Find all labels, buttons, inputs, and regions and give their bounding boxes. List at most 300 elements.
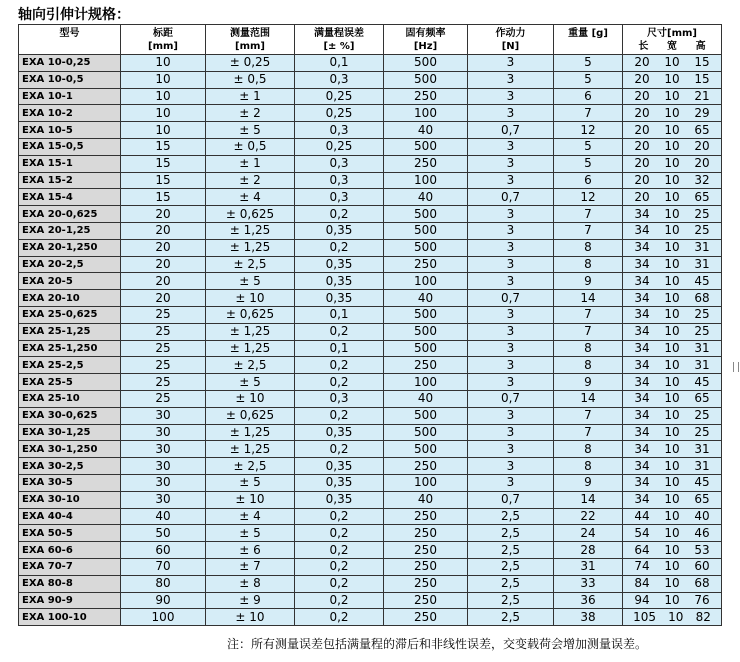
- table-row: [19, 206, 722, 223]
- cell-natural-frequency: 100: [384, 273, 468, 290]
- cell-range: ± 1,25: [206, 441, 295, 458]
- cell-gauge-length: 30: [121, 491, 206, 508]
- cell-model: EXA 20-10: [19, 290, 121, 307]
- cell-weight: 12: [554, 122, 623, 139]
- cell-model: EXA 30-10: [19, 491, 121, 508]
- cell-gauge-length: 25: [121, 323, 206, 340]
- cell-actuating-force: 3: [468, 172, 554, 189]
- cell-gauge-length: 60: [121, 542, 206, 559]
- cell-natural-frequency: 500: [384, 206, 468, 223]
- cell-range: ± 2,5: [206, 458, 295, 475]
- cell-dim-length: 34: [634, 458, 650, 473]
- cell-dim-height: 45: [694, 374, 710, 389]
- cell-dimensions: [623, 609, 722, 626]
- cell-dimensions: [623, 458, 722, 475]
- cell-range: ± 1,25: [206, 424, 295, 441]
- cell-dim-height: 76: [694, 592, 710, 607]
- cell-weight: 8: [554, 458, 623, 475]
- cell-dimensions: [623, 542, 722, 559]
- cell-actuating-force: 2,5: [468, 508, 554, 525]
- cell-natural-frequency: 500: [384, 424, 468, 441]
- cell-dim-height: 31: [694, 458, 710, 473]
- table-row: [19, 474, 722, 491]
- cell-natural-frequency: 250: [384, 256, 468, 273]
- cell-range: ± 5: [206, 474, 295, 491]
- cell-full-scale-error: 0,3: [295, 155, 384, 172]
- cell-dimensions: [623, 424, 722, 441]
- cell-full-scale-error: 0,3: [295, 172, 384, 189]
- cell-dim-height: 31: [694, 240, 710, 255]
- cell-dimensions: [623, 172, 722, 189]
- cell-model: EXA 40-4: [19, 508, 121, 525]
- cell-dimensions: [623, 138, 722, 155]
- cell-dim-length: 34: [634, 206, 650, 221]
- cell-dim-width: 10: [664, 324, 680, 339]
- cell-weight: 9: [554, 474, 623, 491]
- cell-dim-width: 10: [664, 256, 680, 271]
- table-row: [19, 542, 722, 559]
- table-row: [19, 306, 722, 323]
- cell-dimensions: [623, 206, 722, 223]
- cell-gauge-length: 25: [121, 374, 206, 391]
- cell-dim-width: 10: [664, 374, 680, 389]
- cell-full-scale-error: 0,3: [295, 122, 384, 139]
- cell-gauge-length: 40: [121, 508, 206, 525]
- cell-dim-width: 10: [664, 223, 680, 238]
- cell-dimensions: [623, 189, 722, 206]
- cell-gauge-length: 30: [121, 458, 206, 475]
- cell-natural-frequency: 250: [384, 357, 468, 374]
- cell-gauge-length: 15: [121, 155, 206, 172]
- cell-range: ± 0,625: [206, 206, 295, 223]
- cell-dimensions: [623, 491, 722, 508]
- cell-weight: 8: [554, 239, 623, 256]
- cell-range: ± 10: [206, 290, 295, 307]
- cell-dim-width: 10: [664, 240, 680, 255]
- cell-dim-width: 10: [664, 122, 680, 137]
- cell-dim-length: 34: [634, 256, 650, 271]
- cell-natural-frequency: 500: [384, 306, 468, 323]
- cell-actuating-force: 0,7: [468, 189, 554, 206]
- cell-actuating-force: 0,7: [468, 122, 554, 139]
- table-row: [19, 575, 722, 592]
- cell-gauge-length: 15: [121, 172, 206, 189]
- cell-gauge-length: 15: [121, 189, 206, 206]
- cell-gauge-length: 10: [121, 122, 206, 139]
- table-row: [19, 256, 722, 273]
- cell-dim-width: 10: [664, 592, 680, 607]
- cell-natural-frequency: 250: [384, 88, 468, 105]
- cell-full-scale-error: 0,25: [295, 105, 384, 122]
- cell-actuating-force: 2,5: [468, 558, 554, 575]
- cell-weight: 6: [554, 88, 623, 105]
- table-row: [19, 592, 722, 609]
- cell-gauge-length: 25: [121, 340, 206, 357]
- cell-range: ± 0,5: [206, 138, 295, 155]
- cell-actuating-force: 3: [468, 441, 554, 458]
- cell-dim-height: 46: [694, 525, 710, 540]
- cell-range: ± 1,25: [206, 340, 295, 357]
- cell-dim-width: 10: [664, 206, 680, 221]
- cell-dim-width: 10: [664, 340, 680, 355]
- cell-dimensions: [623, 88, 722, 105]
- cell-full-scale-error: 0,2: [295, 558, 384, 575]
- cell-full-scale-error: 0,2: [295, 206, 384, 223]
- cell-natural-frequency: 40: [384, 491, 468, 508]
- table-row: [19, 323, 722, 340]
- table-row: [19, 491, 722, 508]
- cell-actuating-force: 3: [468, 138, 554, 155]
- cell-full-scale-error: 0,35: [295, 273, 384, 290]
- cell-dim-width: 10: [664, 55, 680, 70]
- footnote: 注：所有测量误差包括满量程的滞后和非线性误差，交变载荷会增加测量误差。: [227, 637, 648, 651]
- cell-full-scale-error: 0,25: [295, 88, 384, 105]
- cell-model: EXA 10-0,25: [19, 55, 121, 72]
- cell-full-scale-error: 0,35: [295, 491, 384, 508]
- cell-weight: 9: [554, 374, 623, 391]
- cell-dim-width: 10: [664, 307, 680, 322]
- cell-range: ± 5: [206, 122, 295, 139]
- header-range: 测量范围 [mm]: [206, 25, 295, 55]
- cell-weight: 33: [554, 575, 623, 592]
- cell-weight: 7: [554, 323, 623, 340]
- header-model: 型号: [19, 25, 121, 55]
- cell-dimensions: [623, 256, 722, 273]
- cell-range: ± 0,625: [206, 306, 295, 323]
- cell-full-scale-error: 0,1: [295, 55, 384, 72]
- cell-dim-length: 20: [634, 55, 650, 70]
- cell-dim-height: 68: [694, 290, 710, 305]
- cell-full-scale-error: 0,2: [295, 374, 384, 391]
- cell-actuating-force: 3: [468, 55, 554, 72]
- cell-model: EXA 20-1,250: [19, 239, 121, 256]
- cell-actuating-force: 3: [468, 206, 554, 223]
- cell-range: ± 4: [206, 508, 295, 525]
- cell-actuating-force: 3: [468, 105, 554, 122]
- header-natural-frequency: 固有频率 [Hz]: [384, 25, 468, 55]
- cell-dimensions: [623, 558, 722, 575]
- cell-natural-frequency: 100: [384, 374, 468, 391]
- table-row: [19, 105, 722, 122]
- cell-full-scale-error: 0,3: [295, 189, 384, 206]
- cell-dim-width: 10: [664, 475, 680, 490]
- cell-range: ± 2,5: [206, 357, 295, 374]
- cell-dim-length: 64: [634, 542, 650, 557]
- table-row: [19, 239, 722, 256]
- cell-natural-frequency: 100: [384, 105, 468, 122]
- cell-weight: 8: [554, 256, 623, 273]
- cell-weight: 7: [554, 306, 623, 323]
- cell-natural-frequency: 100: [384, 172, 468, 189]
- cell-full-scale-error: 0,2: [295, 609, 384, 626]
- cell-model: EXA 15-1: [19, 155, 121, 172]
- cell-actuating-force: 3: [468, 71, 554, 88]
- cell-dimensions: [623, 71, 722, 88]
- cell-range: ± 0,625: [206, 407, 295, 424]
- cell-dim-length: 34: [634, 391, 650, 406]
- header-dim-height: 高: [695, 40, 706, 52]
- cell-dim-width: 10: [664, 273, 680, 288]
- cell-gauge-length: 20: [121, 273, 206, 290]
- cell-model: EXA 30-5: [19, 474, 121, 491]
- cell-full-scale-error: 0,2: [295, 239, 384, 256]
- cell-full-scale-error: 0,35: [295, 458, 384, 475]
- cell-dim-width: 10: [664, 391, 680, 406]
- table-row: [19, 138, 722, 155]
- cell-weight: 7: [554, 407, 623, 424]
- cell-natural-frequency: 500: [384, 222, 468, 239]
- cell-dim-width: 10: [664, 424, 680, 439]
- cell-range: ± 5: [206, 525, 295, 542]
- cell-range: ± 1,25: [206, 239, 295, 256]
- table-row: [19, 390, 722, 407]
- cell-dim-width: 10: [664, 525, 680, 540]
- cell-gauge-length: 80: [121, 575, 206, 592]
- cell-dim-length: 20: [634, 122, 650, 137]
- cell-range: ± 10: [206, 609, 295, 626]
- cell-model: EXA 20-2,5: [19, 256, 121, 273]
- cell-gauge-length: 20: [121, 290, 206, 307]
- cell-actuating-force: 3: [468, 374, 554, 391]
- cell-dim-length: 34: [634, 492, 650, 507]
- header-gauge-length: 标距 [mm]: [121, 25, 206, 55]
- cell-gauge-length: 30: [121, 407, 206, 424]
- cell-model: EXA 30-2,5: [19, 458, 121, 475]
- cell-dim-width: 10: [664, 508, 680, 523]
- cell-weight: 5: [554, 71, 623, 88]
- cell-dim-height: 25: [694, 223, 710, 238]
- cell-natural-frequency: 500: [384, 441, 468, 458]
- cell-model: EXA 20-1,25: [19, 222, 121, 239]
- cell-model: EXA 90-9: [19, 592, 121, 609]
- cell-dimensions: [623, 390, 722, 407]
- cell-model: EXA 30-1,250: [19, 441, 121, 458]
- table-body: [19, 55, 722, 626]
- cell-dim-length: 54: [634, 525, 650, 540]
- cell-model: EXA 25-1,250: [19, 340, 121, 357]
- header-full-scale-error: 满量程误差 [± %]: [295, 25, 384, 55]
- cell-weight: 28: [554, 542, 623, 559]
- cell-dim-length: 20: [634, 156, 650, 171]
- cell-dim-length: 34: [634, 441, 650, 456]
- cell-range: ± 5: [206, 273, 295, 290]
- cell-range: ± 0,25: [206, 55, 295, 72]
- cell-weight: 5: [554, 155, 623, 172]
- cell-range: ± 2,5: [206, 256, 295, 273]
- cell-dim-length: 34: [634, 408, 650, 423]
- cell-dim-length: 34: [634, 324, 650, 339]
- cell-dim-length: 34: [634, 240, 650, 255]
- cell-gauge-length: 30: [121, 441, 206, 458]
- cell-gauge-length: 25: [121, 306, 206, 323]
- cell-full-scale-error: 0,2: [295, 525, 384, 542]
- cell-dim-length: 34: [634, 307, 650, 322]
- cell-dim-length: 74: [634, 559, 650, 574]
- cell-dim-length: 34: [634, 475, 650, 490]
- cell-actuating-force: 3: [468, 407, 554, 424]
- scroll-handle-icon[interactable]: [733, 362, 739, 372]
- cell-gauge-length: 90: [121, 592, 206, 609]
- header-dim-width: 宽: [666, 40, 677, 52]
- page-title: 轴向引伸计规格：: [18, 7, 130, 23]
- table-row: [19, 122, 722, 139]
- cell-full-scale-error: 0,2: [295, 323, 384, 340]
- cell-actuating-force: 3: [468, 424, 554, 441]
- cell-dim-length: 105: [633, 609, 656, 624]
- cell-full-scale-error: 0,25: [295, 138, 384, 155]
- cell-model: EXA 15-0,5: [19, 138, 121, 155]
- cell-dim-height: 20: [694, 156, 710, 171]
- table-row: [19, 374, 722, 391]
- cell-dim-height: 25: [694, 206, 710, 221]
- cell-dim-height: 60: [694, 559, 710, 574]
- cell-full-scale-error: 0,35: [295, 290, 384, 307]
- cell-dim-width: 10: [664, 156, 680, 171]
- header-weight: 重量 [g]: [554, 25, 623, 55]
- cell-natural-frequency: 250: [384, 542, 468, 559]
- cell-gauge-length: 10: [121, 55, 206, 72]
- cell-natural-frequency: 250: [384, 525, 468, 542]
- header-dim-length: 长: [638, 40, 649, 52]
- cell-dim-width: 10: [664, 290, 680, 305]
- cell-dim-width: 10: [664, 139, 680, 154]
- cell-weight: 8: [554, 441, 623, 458]
- cell-actuating-force: 3: [468, 323, 554, 340]
- cell-range: ± 4: [206, 189, 295, 206]
- cell-dim-length: 20: [634, 88, 650, 103]
- table-row: [19, 172, 722, 189]
- cell-weight: 24: [554, 525, 623, 542]
- cell-full-scale-error: 0,1: [295, 340, 384, 357]
- cell-dim-height: 53: [694, 542, 710, 557]
- cell-range: ± 0,5: [206, 71, 295, 88]
- cell-weight: 8: [554, 340, 623, 357]
- cell-range: ± 1,25: [206, 323, 295, 340]
- cell-dim-width: 10: [664, 576, 680, 591]
- cell-weight: 14: [554, 290, 623, 307]
- cell-dim-height: 65: [694, 189, 710, 204]
- cell-range: ± 10: [206, 491, 295, 508]
- cell-dim-length: 34: [634, 223, 650, 238]
- table-row: [19, 189, 722, 206]
- cell-actuating-force: 2,5: [468, 592, 554, 609]
- cell-dimensions: [623, 407, 722, 424]
- cell-full-scale-error: 0,2: [295, 441, 384, 458]
- cell-dimensions: [623, 55, 722, 72]
- cell-dim-height: 29: [694, 105, 710, 120]
- cell-actuating-force: 2,5: [468, 609, 554, 626]
- cell-dim-height: 15: [694, 55, 710, 70]
- cell-dimensions: [623, 222, 722, 239]
- cell-weight: 36: [554, 592, 623, 609]
- table-row: [19, 558, 722, 575]
- cell-full-scale-error: 0,2: [295, 542, 384, 559]
- cell-weight: 7: [554, 105, 623, 122]
- cell-dimensions: [623, 273, 722, 290]
- cell-natural-frequency: 250: [384, 609, 468, 626]
- table-row: [19, 458, 722, 475]
- cell-dim-height: 31: [694, 441, 710, 456]
- cell-weight: 5: [554, 138, 623, 155]
- cell-actuating-force: 0,7: [468, 390, 554, 407]
- cell-dim-height: 25: [694, 408, 710, 423]
- table-row: [19, 88, 722, 105]
- cell-model: EXA 60-6: [19, 542, 121, 559]
- table-row: [19, 71, 722, 88]
- cell-actuating-force: 3: [468, 155, 554, 172]
- table-row: [19, 441, 722, 458]
- cell-full-scale-error: 0,3: [295, 390, 384, 407]
- cell-dim-length: 34: [634, 290, 650, 305]
- cell-natural-frequency: 250: [384, 575, 468, 592]
- cell-natural-frequency: 500: [384, 138, 468, 155]
- cell-actuating-force: 2,5: [468, 542, 554, 559]
- cell-range: ± 1,25: [206, 222, 295, 239]
- cell-model: EXA 10-0,5: [19, 71, 121, 88]
- cell-gauge-length: 50: [121, 525, 206, 542]
- cell-weight: 31: [554, 558, 623, 575]
- cell-actuating-force: 3: [468, 474, 554, 491]
- cell-dim-length: 20: [634, 105, 650, 120]
- cell-gauge-length: 30: [121, 474, 206, 491]
- cell-natural-frequency: 40: [384, 290, 468, 307]
- cell-dim-height: 65: [694, 122, 710, 137]
- cell-dimensions: [623, 525, 722, 542]
- cell-model: EXA 25-10: [19, 390, 121, 407]
- cell-dim-width: 10: [664, 172, 680, 187]
- cell-model: EXA 20-0,625: [19, 206, 121, 223]
- cell-dim-height: 21: [694, 88, 710, 103]
- cell-dim-height: 20: [694, 139, 710, 154]
- cell-range: ± 9: [206, 592, 295, 609]
- cell-natural-frequency: 500: [384, 323, 468, 340]
- cell-dim-width: 10: [664, 559, 680, 574]
- cell-weight: 12: [554, 189, 623, 206]
- table-row: [19, 340, 722, 357]
- table-row: [19, 357, 722, 374]
- cell-range: ± 2: [206, 105, 295, 122]
- cell-range: ± 6: [206, 542, 295, 559]
- cell-range: ± 1: [206, 88, 295, 105]
- cell-gauge-length: 100: [121, 609, 206, 626]
- cell-model: EXA 15-4: [19, 189, 121, 206]
- cell-weight: 5: [554, 55, 623, 72]
- cell-weight: 38: [554, 609, 623, 626]
- cell-full-scale-error: 0,2: [295, 592, 384, 609]
- cell-model: EXA 50-5: [19, 525, 121, 542]
- cell-model: EXA 25-0,625: [19, 306, 121, 323]
- cell-model: EXA 30-0,625: [19, 407, 121, 424]
- cell-actuating-force: 0,7: [468, 290, 554, 307]
- cell-dim-width: 10: [664, 189, 680, 204]
- cell-dim-height: 25: [694, 324, 710, 339]
- cell-dim-width: 10: [664, 542, 680, 557]
- table-row: [19, 273, 722, 290]
- cell-dim-height: 82: [695, 609, 711, 624]
- cell-dimensions: [623, 508, 722, 525]
- cell-full-scale-error: 0,2: [295, 575, 384, 592]
- cell-actuating-force: 2,5: [468, 575, 554, 592]
- cell-weight: 7: [554, 424, 623, 441]
- cell-dimensions: [623, 105, 722, 122]
- cell-dim-height: 31: [694, 340, 710, 355]
- cell-dim-height: 25: [694, 307, 710, 322]
- cell-gauge-length: 25: [121, 357, 206, 374]
- cell-weight: 8: [554, 357, 623, 374]
- cell-range: ± 8: [206, 575, 295, 592]
- table-header-row: [19, 25, 722, 55]
- cell-natural-frequency: 250: [384, 558, 468, 575]
